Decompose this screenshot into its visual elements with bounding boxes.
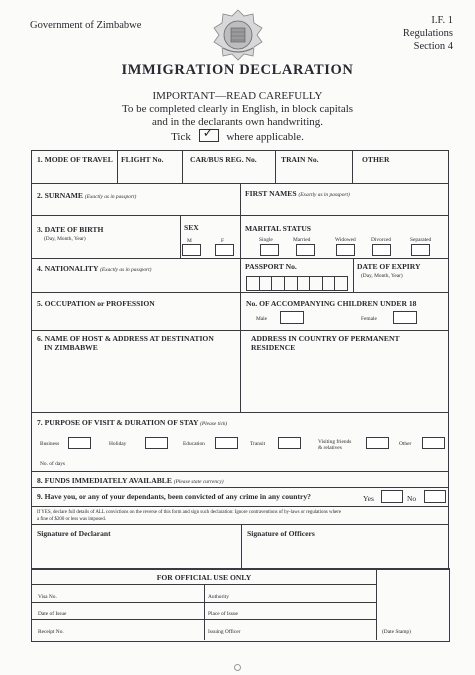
receipt-no-field[interactable]: Receipt No. [38,629,64,635]
children-male-input[interactable] [280,311,304,324]
passport-digit-cell[interactable] [298,277,311,290]
dob-note: (Day, Month, Year) [44,236,86,242]
visa-no-field[interactable]: Visa No. [38,594,57,600]
authority-field[interactable]: Authority [208,594,229,600]
check-icon: ✓ [202,125,214,140]
marital-widowed-checkbox[interactable] [336,244,355,256]
conviction-no-label: No [407,494,417,503]
visiting-friends-line-1: Visiting friends [318,439,352,445]
marital-divorced-checkbox[interactable] [372,244,391,256]
conviction-question: 9. Have you, or any of your dependants, been convicted of any crime in any country? [37,492,311,501]
purpose-visiting-label [318,439,351,451]
purpose-holiday-checkbox[interactable] [145,437,168,449]
signature-declarant-field[interactable]: Signature of Declarant [37,529,111,538]
passport-digit-cell[interactable] [310,277,323,290]
tick-instruction [0,125,475,143]
tick-after-label: where applicable. [226,131,304,143]
host-label-line-1: 6. NAME OF HOST & ADDRESS AT DESTINATION [37,334,214,343]
occupation-field[interactable]: 5. OCCUPATION or PROFESSION [37,299,155,308]
conviction-yes-label: Yes [363,494,374,503]
first-names-field[interactable] [245,189,350,200]
sex-label: SEX [184,223,199,232]
passport-no-input[interactable] [246,276,348,291]
surname-field[interactable] [37,191,136,202]
purpose-education-label: Education [183,441,205,447]
first-names-label: FIRST NAMES [245,189,297,198]
purpose-holiday-label: Holiday [109,441,127,447]
visiting-friends-line-2: & relatives [318,445,342,451]
funds-note: (Please state currency) [173,479,224,485]
residence-label-line-2: RESIDENCE [251,343,296,352]
date-stamp-area: (Date Stamp) [382,629,411,635]
date-of-issue-field[interactable]: Date of Issue [38,611,67,617]
tick-example-box [199,125,219,142]
conviction-note-line-1: If YES, declare full details of ALL convictions on the reverse of this form and sign such declaration: Ignore contraventions of by-laws or regulations where [37,510,341,515]
purpose-business-label: Business [40,441,60,447]
government-label: Government of Zimbabwe [30,20,142,31]
purpose-note: (Please tick) [200,421,228,427]
car-bus-reg-field[interactable]: CAR/BUS REG. No. [190,155,257,164]
funds-label: 8. FUNDS IMMEDIATELY AVAILABLE [37,476,172,485]
official-use-title: FOR OFFICIAL USE ONLY [156,573,252,582]
sex-m-label: M [187,238,192,244]
coat-of-arms-icon [211,8,265,62]
marital-divorced-label: Divorced [371,237,392,243]
surname-label: 2. SURNAME [37,191,83,200]
purpose-visiting-checkbox[interactable] [366,437,389,449]
sex-f-checkbox[interactable] [215,244,234,256]
signature-officers-field[interactable]: Signature of Officers [247,529,315,538]
purpose-transit-label: Transit [250,441,266,447]
flight-no-field[interactable]: FLIGHT No. [121,155,164,164]
important-notice: IMPORTANT—READ CAREFULLY [152,90,323,102]
passport-digit-cell[interactable] [272,277,285,290]
sex-m-checkbox[interactable] [182,244,201,256]
regulations-label: Regulations [402,28,453,39]
place-of-issue-field[interactable]: Place of Issue [208,611,238,617]
marital-single-checkbox[interactable] [260,244,279,256]
instruction-line-2: and in the declarants own handwriting. [151,116,324,128]
children-male-label: Male [256,316,268,322]
train-no-field[interactable]: TRAIN No. [281,155,319,164]
instruction-line-1: To be completed clearly in English, in block capitals [121,103,354,115]
marital-separated-checkbox[interactable] [411,244,430,256]
date-of-expiry-label: DATE OF EXPIRY [357,262,421,271]
expiry-note: (Day, Month, Year) [361,273,403,279]
marital-status-label: MARITAL STATUS [245,224,312,233]
funds-field[interactable] [37,476,224,487]
residence-address-field[interactable] [251,334,400,352]
sex-f-label: F [221,238,224,244]
conviction-yes-checkbox[interactable] [381,490,403,503]
official-use-section [31,568,450,642]
punch-mark-icon [234,664,241,671]
children-female-label: Female [361,316,377,322]
first-names-note: (Exactly as in passport) [298,192,350,198]
issuing-officer-field[interactable]: Issuing Officer [208,629,241,635]
passport-digit-cell[interactable] [323,277,336,290]
section-label: Section 4 [413,41,453,52]
host-label-line-2: IN ZIMBABWE [44,343,98,352]
other-travel-field[interactable]: OTHER [362,155,390,164]
conviction-note-line-2: a fine of $200 or less was imposed. [37,517,106,522]
tick-label: Tick [171,131,191,143]
passport-no-label: PASSPORT No. [245,262,297,271]
marital-separated-label: Separated [410,237,432,243]
marital-married-checkbox[interactable] [296,244,315,256]
children-label: No. OF ACCOMPANYING CHILDREN UNDER 18 [246,299,417,308]
form-reference [403,14,453,53]
marital-widowed-label: Widowed [335,237,356,243]
children-female-input[interactable] [393,311,417,324]
purpose-label [37,418,227,429]
marital-single-label: Single [259,237,273,243]
instructions [0,90,475,129]
conviction-note [37,509,341,523]
passport-digit-cell[interactable] [335,277,347,290]
passport-digit-cell[interactable] [260,277,273,290]
nationality-label: 4. NATIONALITY [37,264,99,273]
purpose-other-checkbox[interactable] [422,437,445,449]
nationality-note: (Exactly as in passport) [100,267,152,273]
page-title: IMMIGRATION DECLARATION [121,62,354,78]
purpose-title: 7. PURPOSE OF VISIT & DURATION OF STAY [37,418,199,427]
purpose-other-label: Other [399,441,412,447]
marital-married-label: Married [293,237,311,243]
purpose-education-checkbox[interactable] [215,437,238,449]
declaration-form [31,150,449,570]
residence-label-line-1: ADDRESS IN COUNTRY OF PERMANENT [251,334,400,343]
mode-of-travel-label: 1. MODE OF TRAVEL [37,155,113,164]
no-of-days-field[interactable]: No. of days [40,461,66,467]
purpose-transit-checkbox[interactable] [278,437,301,449]
passport-digit-cell[interactable] [247,277,260,290]
passport-digit-cell[interactable] [285,277,298,290]
surname-note: (Exactly as in passport) [84,194,137,200]
nationality-field[interactable] [37,264,151,275]
conviction-no-checkbox[interactable] [424,490,446,503]
purpose-business-checkbox[interactable] [68,437,91,449]
dob-label: 3. DATE OF BIRTH [37,225,104,234]
form-code: I.F. 1 [431,15,453,26]
host-address-field[interactable] [37,334,214,352]
